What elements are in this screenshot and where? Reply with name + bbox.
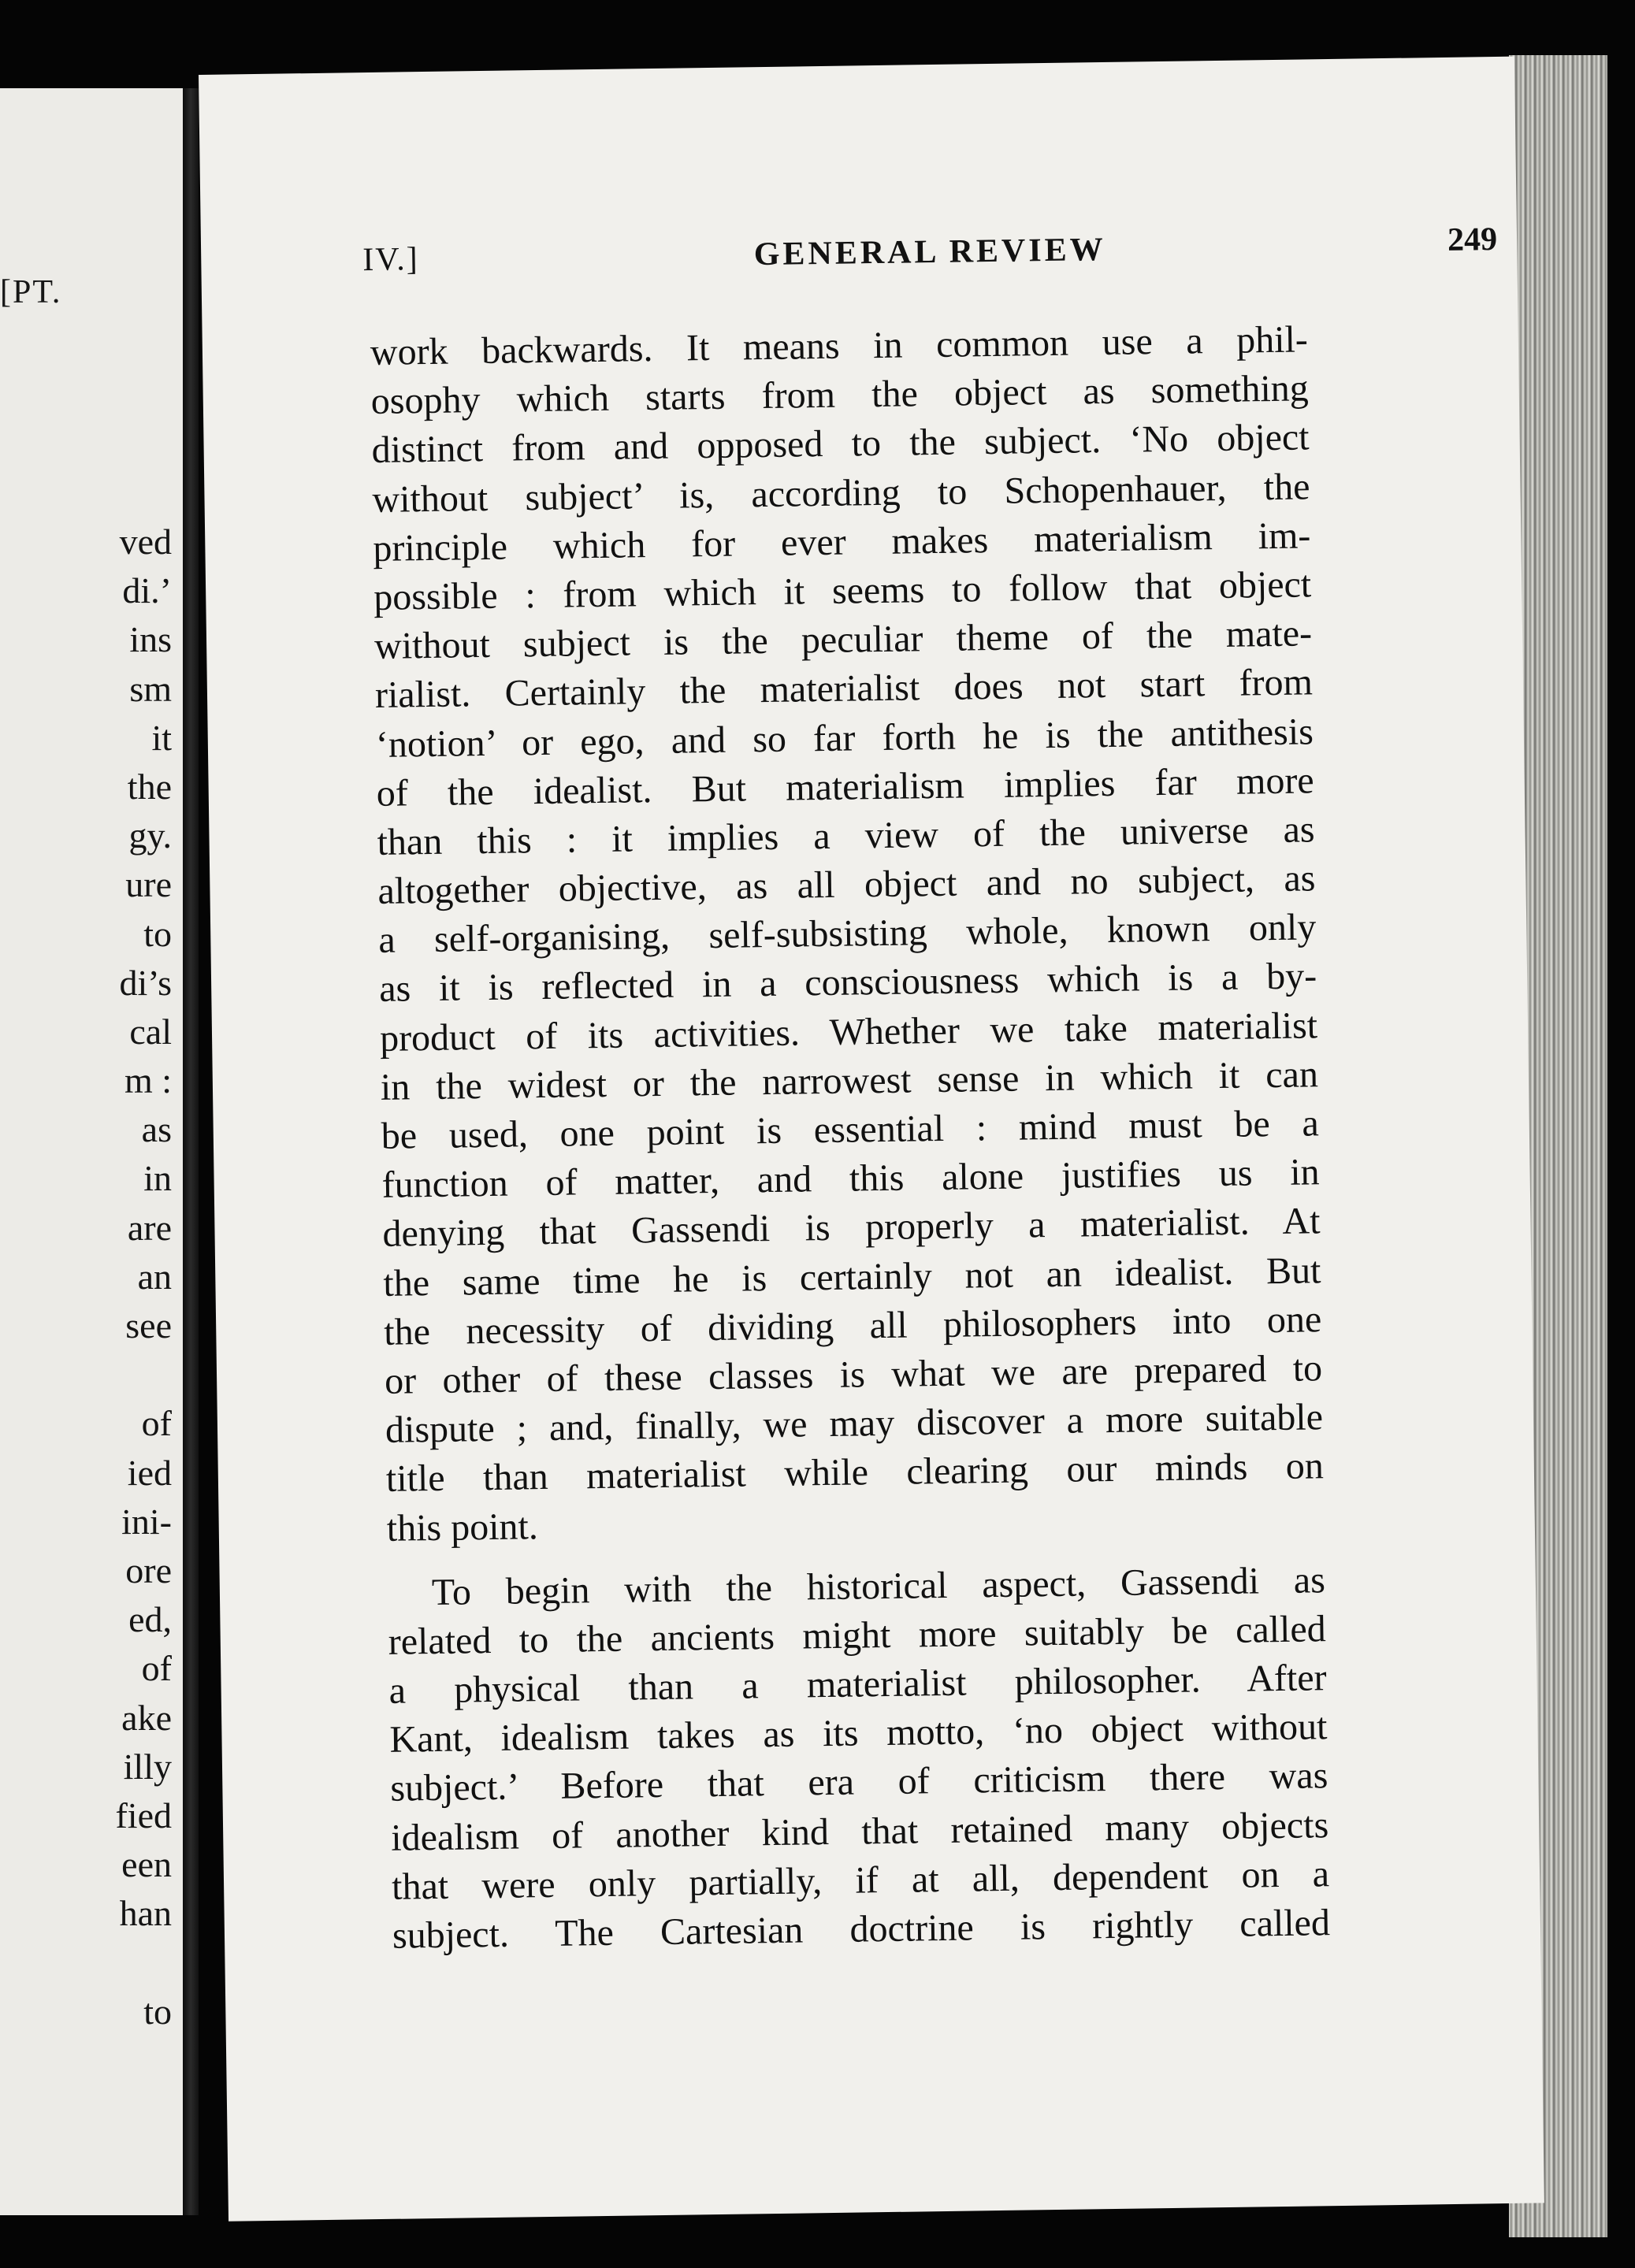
text-line: subject. The Cartesian doctrine is rightly called	[392, 1902, 1331, 1957]
text-line: ‘notion’ or ego, and so far forth he is the antithesis	[375, 710, 1314, 766]
left-line-end	[0, 1938, 172, 1987]
text-line: Kant, idealism takes as its motto, ‘no object without	[389, 1706, 1328, 1761]
text-line: idealism of another kind that retained many objects	[390, 1803, 1329, 1859]
text-line: work backwards. It means in common use a phil-	[370, 318, 1309, 373]
left-line-end: han	[119, 1893, 172, 1934]
left-line-end: ved	[119, 522, 172, 562]
text-line: of the idealist. But materialism implies far more	[376, 759, 1315, 815]
text-line: subject.’ Before that era of criticism there was	[390, 1754, 1328, 1810]
text-line: rialist. Certainly the materialist does not start from	[374, 661, 1314, 717]
left-line-end: een	[121, 1844, 172, 1885]
text-line: without subject is the peculiar theme of the mate-	[373, 612, 1313, 668]
text-line: To begin with the historical aspect, Gassendi as	[431, 1558, 1326, 1613]
text-line: as it is reflected in a consciousness which is a by-	[378, 955, 1317, 1011]
left-line-end: to	[143, 1991, 172, 2032]
text-line: that were only partially, if at all, dependent on a	[391, 1853, 1330, 1908]
book-gutter	[183, 88, 199, 2215]
left-page-line-ends	[0, 518, 172, 2036]
text-line: possible : from which it seems to follow that object	[373, 563, 1312, 618]
left-line-end: sm	[129, 668, 172, 709]
left-line-end: ed,	[128, 1599, 172, 1640]
text-line: function of matter, and this alone justifies us in	[381, 1151, 1320, 1207]
left-line-end: are	[127, 1207, 172, 1248]
text-line: be used, one point is essential : mind must be a	[381, 1102, 1320, 1157]
left-line-end: ins	[129, 619, 172, 660]
text-line: this point.	[386, 1505, 539, 1550]
text-line: dispute ; and, finally, we may discover a more suitable	[385, 1396, 1324, 1451]
left-page-header: [PT.	[0, 274, 62, 310]
paragraph	[370, 315, 1325, 1553]
left-line-end: ure	[125, 864, 172, 905]
paragraph	[388, 1556, 1331, 1961]
left-line-end: fied	[115, 1795, 172, 1836]
left-line-end: of	[141, 1648, 172, 1689]
left-line-end: the	[127, 766, 172, 807]
left-line-end: gy.	[128, 815, 172, 856]
text-line: principle which for ever makes materialism im-	[373, 514, 1311, 570]
left-line-end: to	[143, 913, 172, 954]
page-title: GENERAL REVIEW	[753, 231, 1106, 273]
text-line: a physical than a materialist philosopher. After	[388, 1657, 1327, 1712]
left-line-end: cal	[129, 1011, 172, 1052]
left-line-end: it	[151, 717, 172, 758]
running-head	[362, 221, 1498, 296]
page-number: 249	[1447, 221, 1498, 258]
text-line: product of its activities. Whether we take materialist	[379, 1004, 1318, 1060]
left-line-end: m :	[124, 1060, 172, 1101]
text-line: in the widest or the narrowest sense in which it can	[380, 1053, 1319, 1108]
left-line-end: as	[141, 1109, 172, 1150]
text-line: or other of these classes is what we are prepared to	[384, 1347, 1323, 1402]
body-text	[370, 315, 1331, 1961]
text-line: altogether objective, as all object and no subject, as	[377, 857, 1316, 912]
text-line: title than materialist while clearing our minds on	[385, 1445, 1325, 1501]
left-line-end: of	[141, 1403, 172, 1444]
left-line-end: ore	[125, 1550, 172, 1591]
text-line: without subject’ is, according to Schopenhauer, the	[372, 465, 1310, 521]
left-line-end	[0, 1350, 172, 1399]
text-line: distinct from and opposed to the subject. ‘No object	[371, 416, 1310, 472]
text-line: osophy which starts from the object as something	[370, 367, 1310, 423]
text-line: the same time he is certainly not an idealist. But	[383, 1249, 1321, 1305]
left-line-end: di’s	[119, 962, 172, 1003]
text-line: the necessity of dividing all philosophers into one	[383, 1298, 1322, 1353]
left-page-fragment	[0, 88, 183, 2215]
left-line-end: ake	[121, 1697, 172, 1738]
text-line: than this : it implies a view of the universe as	[377, 808, 1315, 863]
text-line: related to the ancients might more suitably be called	[388, 1608, 1327, 1663]
left-line-end: an	[137, 1256, 172, 1297]
left-line-end: ied	[127, 1452, 172, 1493]
section-mark: IV.]	[362, 241, 420, 279]
left-line-end: in	[143, 1158, 172, 1199]
left-line-end: see	[125, 1305, 172, 1346]
left-line-end: ini-	[121, 1501, 172, 1542]
right-page	[199, 57, 1544, 2222]
left-line-end: di.’	[122, 570, 172, 611]
text-line: a self-organising, self-subsisting whole, known only	[377, 906, 1317, 962]
text-line: denying that Gassendi is properly a materialist. At	[382, 1200, 1321, 1256]
left-line-end: illy	[123, 1746, 172, 1787]
